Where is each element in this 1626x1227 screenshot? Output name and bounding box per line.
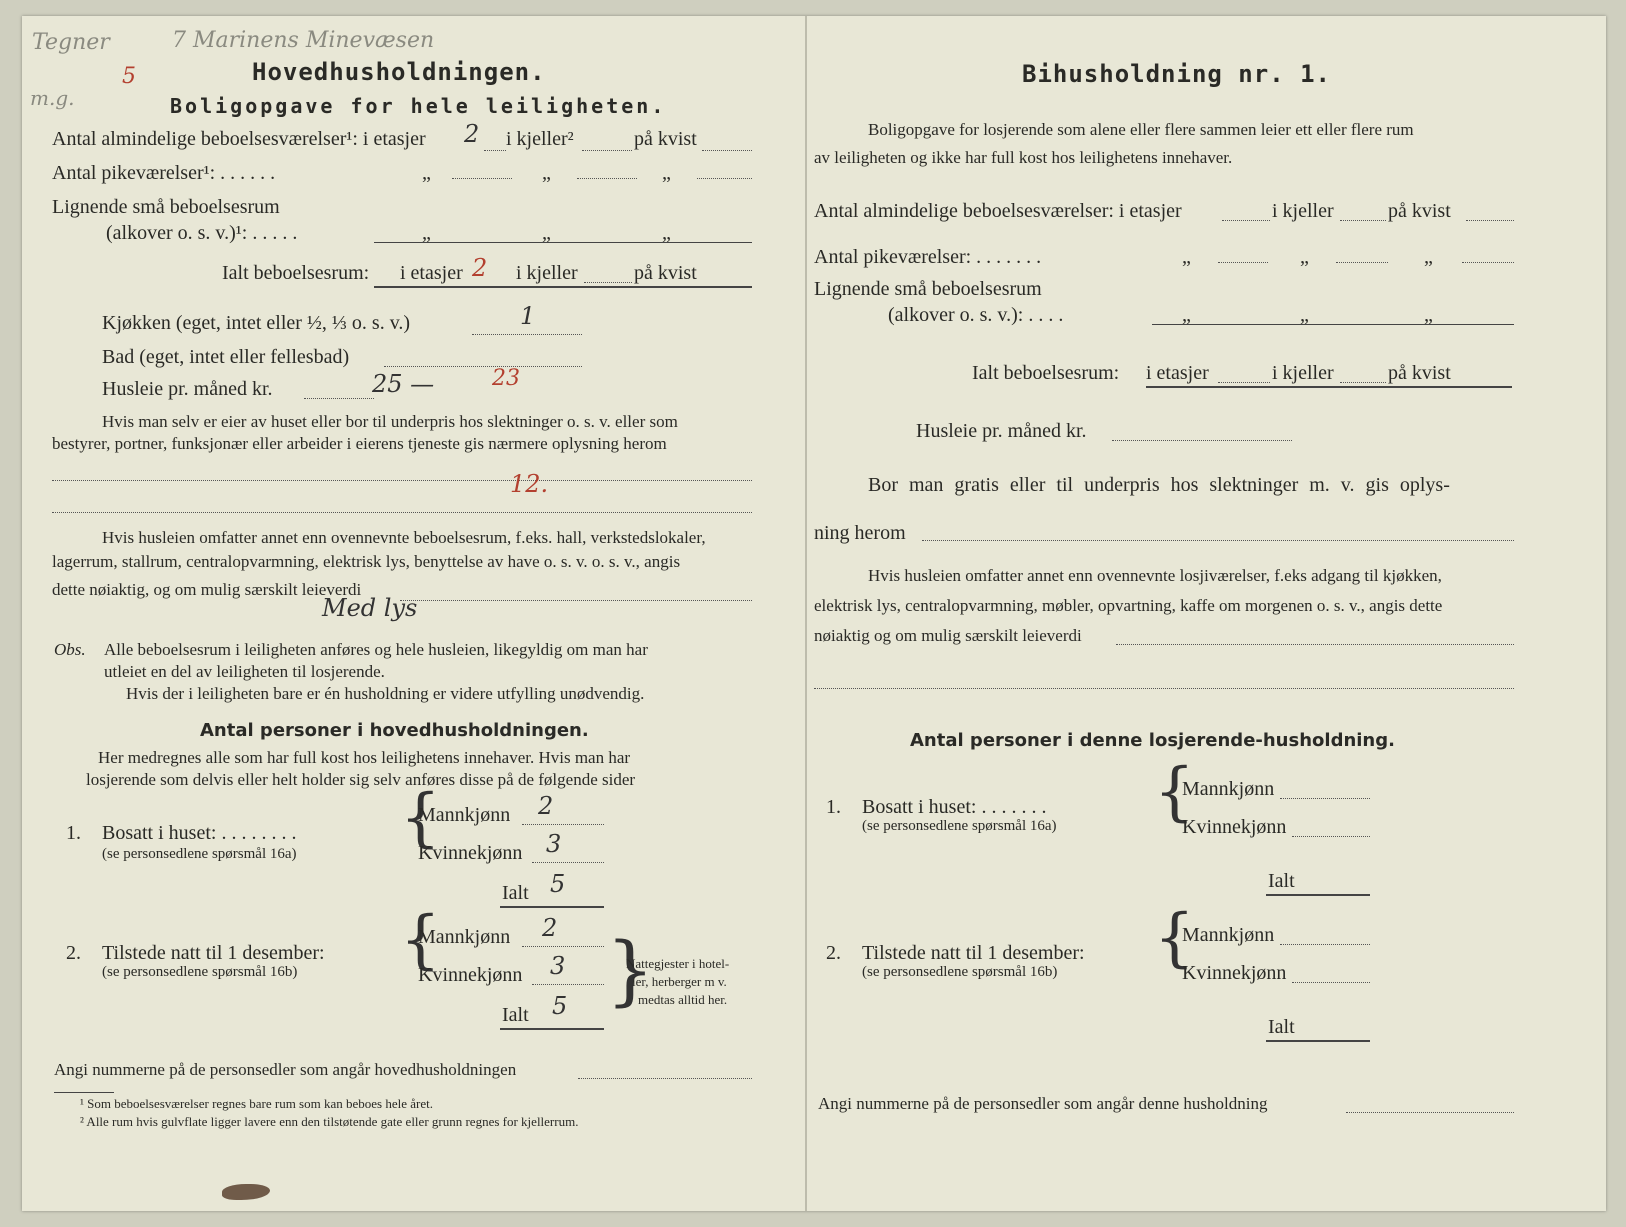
natt-note-line3: medtas alltid her. xyxy=(638,992,728,1007)
natt-note-line2: ler, herberger m v. xyxy=(632,974,727,989)
ialt-kjeller-label: i kjeller xyxy=(516,262,578,284)
census-form-sheet xyxy=(22,16,1606,1211)
natt-note-line1: Nattegjester i hotel- xyxy=(626,956,730,971)
r-lignende-label: Lignende små beboelsesrum xyxy=(814,278,1042,300)
r-ialt-label: Ialt beboelsesrum: xyxy=(972,362,1120,384)
eier-note-line2: bestyrer, portner, funksjonær eller arbeider i eierens tjeneste gis nærmere oplysning herom xyxy=(52,434,667,453)
red-note-5: 5 xyxy=(122,64,136,89)
r-q1-label: Bosatt i huset: . . . . . . . xyxy=(862,796,1047,818)
ialt-etasjer-label: i etasjer xyxy=(400,262,463,284)
omfatter-note-line3: dette nøiaktig, og om mulig særskilt leieverdi xyxy=(52,580,362,599)
angi-nummerne: Angi nummerne på de personsedler som angår hovedhusholdningen xyxy=(54,1060,517,1079)
rooms-label: Antal almindelige beboelsesværelser¹: i etasjer xyxy=(52,128,426,150)
ditto-mark: „ xyxy=(422,222,431,244)
r-kvist-label: på kvist xyxy=(1388,200,1451,222)
intro-line2: av leiligheten og ikke har full kost hos leilighetens innehaver. xyxy=(814,148,1233,167)
q1-label: Bosatt i huset: . . . . . . . . xyxy=(102,822,297,844)
husleie-value: 25 — xyxy=(372,370,435,398)
r-gratis-line1: Bor man gratis eller til underpris hos slektninger m. v. gis oplys- xyxy=(868,474,1450,496)
q2-sub: (se personsedlene spørsmål 16b) xyxy=(102,964,298,980)
r-gratis-line2: ning herom xyxy=(814,522,906,544)
ditto-mark: „ xyxy=(1182,304,1191,326)
q1-kvinne-value: 3 xyxy=(546,830,562,858)
q1-sub: (se personsedlene spørsmål 16a) xyxy=(102,846,297,862)
kjokken-value: 1 xyxy=(520,302,536,330)
q2-mann-value: 2 xyxy=(542,914,558,942)
r-q2-mann-label: Mannkjønn xyxy=(1182,924,1275,946)
q2-ialt-value: 5 xyxy=(552,992,568,1020)
rooms-kvist-label: på kvist xyxy=(634,128,697,150)
ink-stain xyxy=(222,1184,270,1200)
ditto-mark: „ xyxy=(1424,304,1433,326)
q2-label: Tilstede natt til 1 desember: xyxy=(102,942,325,964)
r-pikevaerelser-label: Antal pikeværelser: . . . . . . . xyxy=(814,246,1042,268)
bad-label: Bad (eget, intet eller fellesbad) xyxy=(102,346,350,368)
husleie-value-red: 23 xyxy=(492,366,520,391)
omfatter-value: Med lys xyxy=(322,594,418,622)
obs-text-line3: Hvis der i leiligheten bare er én husholdning er videre utfylling unødvendig. xyxy=(126,684,645,703)
r-omfatter-line3: nøiaktig og om mulig særskilt leieverdi xyxy=(814,626,1082,645)
footnote-1: ¹ Som beboelsesværelser regnes bare rum som kan beboes hele året. xyxy=(80,1096,433,1111)
q1-ialt-label: Ialt xyxy=(502,882,529,904)
q2-kvinne-label: Kvinnekjønn xyxy=(418,964,523,986)
q2-number: 2. xyxy=(66,942,81,964)
persons-note-line2: losjerende som delvis eller helt holder sig selv anføres disse på de følgende sider xyxy=(86,770,636,789)
r-kjeller-label: i kjeller xyxy=(1272,200,1334,222)
brace: { xyxy=(400,903,441,977)
r-q2-number: 2. xyxy=(826,942,841,964)
ditto-mark: „ xyxy=(422,162,431,184)
q2-mann-label: Mannkjønn xyxy=(418,926,511,948)
intro-line1: Boligopgave for losjerende som alene eller flere sammen leier ett eller flere rum xyxy=(868,120,1414,139)
r-q1-mann-label: Mannkjønn xyxy=(1182,778,1275,800)
husleie-label: Husleie pr. måned kr. xyxy=(102,378,273,400)
r-q2-kvinne-label: Kvinnekjønn xyxy=(1182,962,1287,984)
r-angi-nummerne: Angi nummerne på de personsedler som angår denne husholdning xyxy=(818,1094,1268,1113)
q1-mann-value: 2 xyxy=(538,792,554,820)
r-q1-number: 1. xyxy=(826,796,841,818)
r-alkover-label: (alkover o. s. v.): . . . . xyxy=(888,304,1064,326)
r-husleie-label: Husleie pr. måned kr. xyxy=(916,420,1087,442)
page-title-main: Hovedhusholdningen. xyxy=(252,58,546,86)
r-q2-ialt-label: Ialt xyxy=(1268,1016,1295,1038)
q1-mann-label: Mannkjønn xyxy=(418,804,511,826)
q1-kvinne-label: Kvinnekjønn xyxy=(418,842,523,864)
r-persons-title: Antal personer i denne losjerende-husholdning. xyxy=(910,730,1395,751)
q1-number: 1. xyxy=(66,822,81,844)
persons-note-line1: Her medregnes alle som har full kost hos leilighetens innehaver. Hvis man har xyxy=(98,748,631,767)
q1-ialt-value: 5 xyxy=(550,870,566,898)
r-ialt-etasjer-label: i etasjer xyxy=(1146,362,1209,384)
r-omfatter-line1: Hvis husleien omfatter annet enn ovennevnte losjiværelser, f.eks adgang til kjøkken, xyxy=(868,566,1442,585)
alkover-label: (alkover o. s. v.)¹: . . . . . xyxy=(106,222,298,244)
page-title-bihusholdning: Bihusholdning nr. 1. xyxy=(1022,60,1331,88)
r-ialt-kvist-label: på kvist xyxy=(1388,362,1451,384)
brace: { xyxy=(400,781,441,855)
obs-text-line1: Alle beboelsesrum i leiligheten anføres og hele husleien, likegyldig om man har xyxy=(104,640,648,659)
subtitle-main: Boligopgave for hele leiligheten. xyxy=(170,94,667,118)
ditto-mark: „ xyxy=(1424,246,1433,268)
rooms-etasjer-value: 2 xyxy=(464,120,480,148)
brace: { xyxy=(1154,901,1195,975)
persons-title: Antal personer i hovedhusholdningen. xyxy=(200,720,589,741)
q2-ialt-label: Ialt xyxy=(502,1004,529,1026)
ialt-kvist-label: på kvist xyxy=(634,262,697,284)
pencil-note-tegner: Tegner xyxy=(32,30,110,55)
pencil-note-marinens: 7 Marinens Minevæsen xyxy=(172,28,435,53)
ditto-mark: „ xyxy=(542,222,551,244)
r-q2-sub: (se personsedlene spørsmål 16b) xyxy=(862,964,1058,980)
rooms-kjeller-label: i kjeller² xyxy=(506,128,574,150)
page-fold xyxy=(805,16,807,1211)
obs-label: Obs. xyxy=(54,640,86,659)
ialt-etasjer-value: 2 xyxy=(472,254,488,282)
closing-brace: } xyxy=(606,925,655,1014)
obs-text-line2: utleiet en del av leiligheten til losjerende. xyxy=(104,662,385,681)
r-omfatter-line2: elektrisk lys, centralopvarmning, møbler, opvartning, kaffe om morgenen o. s. v., angis dette xyxy=(814,596,1443,615)
ditto-mark: „ xyxy=(1300,246,1309,268)
footnote-2: ² Alle rum hvis gulvflate ligger lavere enn den tilstøtende gate eller grunn regnes for kjellerrum. xyxy=(80,1114,579,1129)
omfatter-note-line2: lagerrum, stallrum, centralopvarmning, elektrisk lys, benyttelse av have o. s. v. o. s. v., angis xyxy=(52,552,681,571)
eier-value-red: 12. xyxy=(510,470,549,498)
ditto-mark: „ xyxy=(662,162,671,184)
pikevaerelser-label: Antal pikeværelser¹: . . . . . . xyxy=(52,162,276,184)
eier-note-line1: Hvis man selv er eier av huset eller bor til underpris hos slektninger o. s. v. eller som xyxy=(102,412,678,431)
r-q1-ialt-label: Ialt xyxy=(1268,870,1295,892)
pencil-note-mg: m.g. xyxy=(30,86,75,110)
lignende-label: Lignende små beboelsesrum xyxy=(52,196,280,218)
kjokken-label: Kjøkken (eget, intet eller ½, ⅓ o. s. v.) xyxy=(102,312,411,334)
ditto-mark: „ xyxy=(1182,246,1191,268)
r-q2-label: Tilstede natt til 1 desember: xyxy=(862,942,1085,964)
r-q1-kvinne-label: Kvinnekjønn xyxy=(1182,816,1287,838)
ditto-mark: „ xyxy=(542,162,551,184)
r-ialt-kjeller-label: i kjeller xyxy=(1272,362,1334,384)
ditto-mark: „ xyxy=(662,222,671,244)
r-q1-sub: (se personsedlene spørsmål 16a) xyxy=(862,818,1057,834)
ialt-label: Ialt beboelsesrum: xyxy=(222,262,370,284)
q2-kvinne-value: 3 xyxy=(550,952,566,980)
r-rooms-label: Antal almindelige beboelsesværelser: i etasjer xyxy=(814,200,1182,222)
omfatter-note-line1: Hvis husleien omfatter annet enn ovennevnte beboelsesrum, f.eks. hall, verkstedslokaler, xyxy=(102,528,706,547)
ditto-mark: „ xyxy=(1300,304,1309,326)
brace: { xyxy=(1154,755,1195,829)
